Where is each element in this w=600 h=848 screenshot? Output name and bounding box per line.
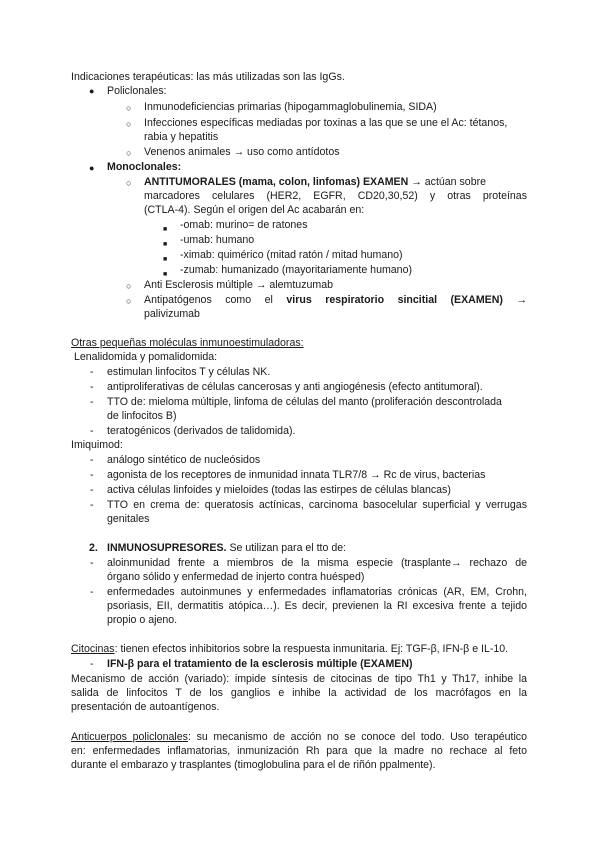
dash-bullet: -	[90, 366, 94, 378]
citocinas-rest: : tienen efectos inhibitorios sobre la respuesta inmunitaria. Ej: TGF-β, IFN-β e IL-10.	[114, 643, 509, 655]
dash-bullet: -	[90, 484, 94, 496]
list-item: Inmunodeficiencias primarias (hipogammaglobulinemia, SIDA)	[144, 101, 437, 113]
list-item: de linfocitos B)	[107, 410, 177, 422]
anticuerpos-line-3: durante el embarazo y trasplantes (timoglobulina para el de riñón ppalmente).	[71, 759, 436, 771]
antipat-bold: virus respiratorio sincitial (EXAMEN)	[286, 294, 503, 306]
imiquimod-label: Imiquimod:	[71, 439, 123, 451]
list-item: genitales	[107, 513, 150, 525]
list-item: psoriasis, EII, dermatitis atópica…). Es decir, previenen la RI excesiva frente a tejido	[107, 600, 527, 612]
antitumorales-rest: → actúan sobre	[408, 176, 487, 188]
citocinas-line	[71, 643, 508, 656]
antitumorales-line-3: (CTLA-4). Según el origen del Ac acabarán en:	[144, 204, 365, 216]
bullet-square: ■	[163, 271, 168, 278]
mecanismo-line: presentación de autoantígenos.	[71, 701, 220, 713]
bullet-circle: ○	[126, 148, 132, 158]
dash-bullet: -	[90, 381, 94, 393]
list-item: antiproliferativas de células cancerosas y anti angiogénesis (efecto antitumoral).	[107, 381, 483, 393]
mecanismo-line: salida de linfocitos T de los ganglios e inhibe la actividad de los macrófagos en la	[71, 687, 527, 699]
list-item: análogo sintético de nucleósidos	[107, 454, 261, 466]
dash-bullet: -	[90, 454, 94, 466]
list-item: Infecciones específicas mediadas por toxinas a las que se une el Ac: tétanos,	[144, 117, 508, 129]
suffix-item: -omab: murino= de ratones	[180, 219, 308, 231]
inmunosupresores-number: 2.	[89, 542, 98, 554]
otras-heading-text: Otras pequeñas moléculas inmunoestimuladoras:	[71, 337, 304, 349]
list-item: rabia y hepatitis	[144, 131, 219, 143]
dash-bullet: -	[90, 658, 94, 670]
bullet-dot: ●	[89, 163, 95, 173]
otras-heading	[71, 337, 304, 350]
citocinas-label: Citocinas	[71, 643, 115, 655]
inmunosupresores-title	[107, 542, 346, 555]
suffix-item: -umab: humano	[180, 234, 255, 246]
bullet-square: ■	[163, 241, 168, 248]
list-item: órgano sólido y enfermedad de injerto contra huésped)	[107, 571, 365, 583]
anticuerpos-line-2: en: enfermedades inflamatorias, inmunización Rh para que la madre no rechace al feto	[71, 745, 527, 757]
list-item: agonista de los receptores de inmunidad innata TLR7/8 → Rc de virus, bacterias	[107, 469, 486, 481]
intro-line: Indicaciones terapéuticas: las más utilizadas son las IgGs.	[71, 71, 345, 83]
list-item: enfermedades autoinmunes y enfermedades inflamatorias crónicas (AR, EM, Crohn,	[107, 586, 527, 598]
inmunosupresores-title-bold: INMUNOSUPRESORES.	[107, 542, 227, 554]
ifn-item: IFN-β para el tratamiento de la esclerosis múltiple (EXAMEN)	[107, 658, 413, 670]
suffix-item: -ximab: quimérico (mitad ratón / mitad humano)	[180, 249, 403, 261]
antitumorales-line	[144, 176, 486, 189]
list-item: Venenos animales → uso como antídotos	[144, 146, 340, 158]
dash-bullet: -	[90, 396, 94, 408]
dash-bullet: -	[90, 469, 94, 481]
bullet-circle: ○	[126, 119, 132, 129]
antipatogenos-line	[144, 294, 527, 307]
policlonales-label: Policlonales:	[107, 85, 167, 97]
inmunosupresores-title-rest: Se utilizan para el tto de:	[226, 542, 347, 554]
dash-bullet: -	[90, 499, 94, 511]
monoclonales-label: Monoclonales:	[107, 161, 182, 173]
list-item: activa células linfoides y mieloides (todas las estirpes de células blancas)	[107, 484, 451, 496]
antitumorales-bold: ANTITUMORALES (mama, colon, linfomas) EXAMEN	[144, 176, 409, 188]
bullet-dot: ●	[89, 86, 95, 96]
bullet-square: ■	[163, 226, 168, 233]
mecanismo-line: Mecanismo de acción (variado): impide síntesis de citocinas de tipo Th1 y Th17, inhibe la	[71, 673, 527, 685]
bullet-square: ■	[163, 256, 168, 263]
list-item: teratogénicos (derivados de talidomida).	[107, 425, 296, 437]
suffix-item: -zumab: humanizado (mayoritariamente humano)	[180, 264, 412, 276]
dash-bullet: -	[90, 557, 94, 569]
list-item: TTO en crema de: queratosis actínicas, carcinoma basocelular superficial y verrugas	[107, 499, 527, 511]
bullet-circle: ○	[126, 178, 132, 188]
list-item: TTO de: mieloma múltiple, linfoma de células del manto (proliferación descontrolada	[107, 396, 502, 408]
bullet-circle: ○	[126, 296, 132, 306]
list-item: estimulan linfocitos T y células NK.	[107, 366, 271, 378]
dash-bullet: -	[90, 586, 94, 598]
antitumorales-line-2: marcadores celulares (HER2, EGFR, CD20,30,52) y otras proteínas	[144, 190, 527, 202]
esclerosis-item: Anti Esclerosis múltiple → alemtuzumab	[144, 279, 333, 291]
antipat-pre: Antipatógenos como el	[144, 294, 287, 306]
anticuerpos-label: Anticuerpos policlonales	[71, 731, 188, 743]
antipatogenos-line-2: palivizumab	[144, 308, 200, 320]
dash-bullet: -	[90, 425, 94, 437]
antipat-post: →	[502, 294, 527, 306]
bullet-circle: ○	[126, 103, 132, 113]
list-item: propio o ajeno.	[107, 614, 178, 626]
anticuerpos-rest: : su mecanismo de acción no se conoce del todo. Uso terapéutico	[187, 731, 527, 743]
list-item: aloinmunidad frente a miembros de la misma especie (trasplante→ rechazo de	[107, 557, 527, 569]
anticuerpos-line	[71, 731, 527, 744]
lenalidomida-label: Lenalidomida y pomalidomida:	[74, 351, 218, 363]
bullet-circle: ○	[126, 281, 132, 291]
